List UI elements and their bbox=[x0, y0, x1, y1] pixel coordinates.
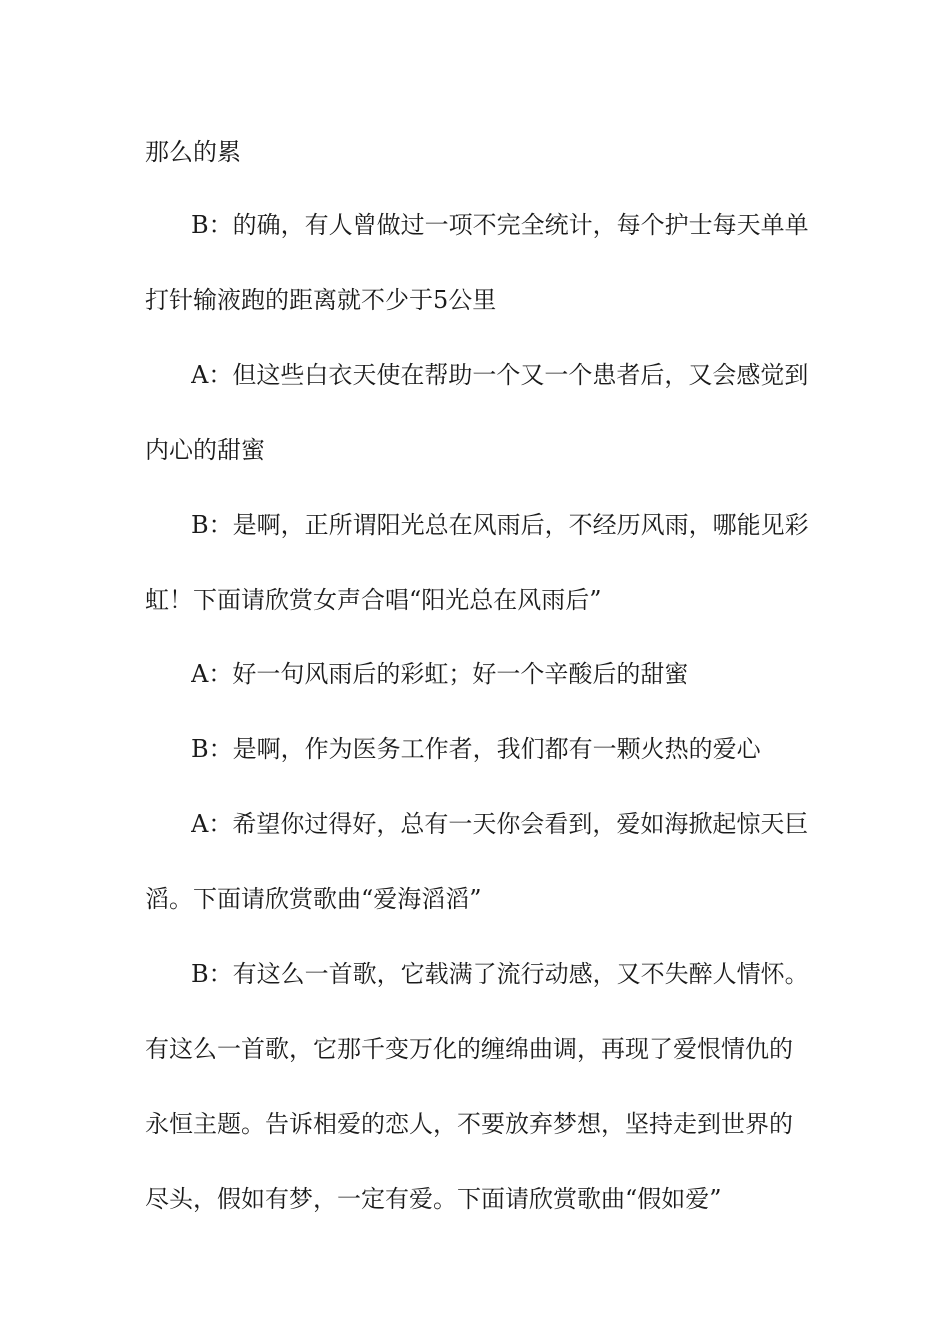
text-line: 有这么一首歌，它那千变万化的缠绵曲调，再现了爱恨情仇的 bbox=[145, 1035, 793, 1063]
text-line: B：的确，有人曾做过一项不完全统计，每个护士每天单单 bbox=[191, 211, 809, 239]
text-line: A：希望你过得好，总有一天你会看到，爱如海掀起惊天巨 bbox=[191, 810, 809, 838]
text-line: B：是啊，正所谓阳光总在风雨后，不经历风雨，哪能见彩 bbox=[191, 511, 809, 539]
text-line: A：好一句风雨后的彩虹；好一个辛酸后的甜蜜 bbox=[191, 660, 689, 688]
text-line: 虹！下面请欣赏女声合唱“阳光总在风雨后” bbox=[145, 586, 602, 614]
text-line: 内心的甜蜜 bbox=[145, 436, 265, 464]
text-line: 永恒主题。告诉相爱的恋人，不要放弃梦想，坚持走到世界的 bbox=[145, 1110, 793, 1138]
text-line: 打针输液跑的距离就不少于5公里 bbox=[145, 286, 497, 314]
text-line: 那么的累 bbox=[145, 138, 241, 166]
text-line: B：有这么一首歌，它载满了流行动感，又不失醉人情怀。 bbox=[191, 960, 809, 988]
text-line: 滔。下面请欣赏歌曲“爱海滔滔” bbox=[145, 885, 482, 913]
text-line: 尽头，假如有梦，一定有爱。下面请欣赏歌曲“假如爱” bbox=[145, 1185, 722, 1213]
text-line: A：但这些白衣天使在帮助一个又一个患者后，又会感觉到 bbox=[191, 361, 809, 389]
text-line: B：是啊，作为医务工作者，我们都有一颗火热的爱心 bbox=[191, 735, 761, 763]
